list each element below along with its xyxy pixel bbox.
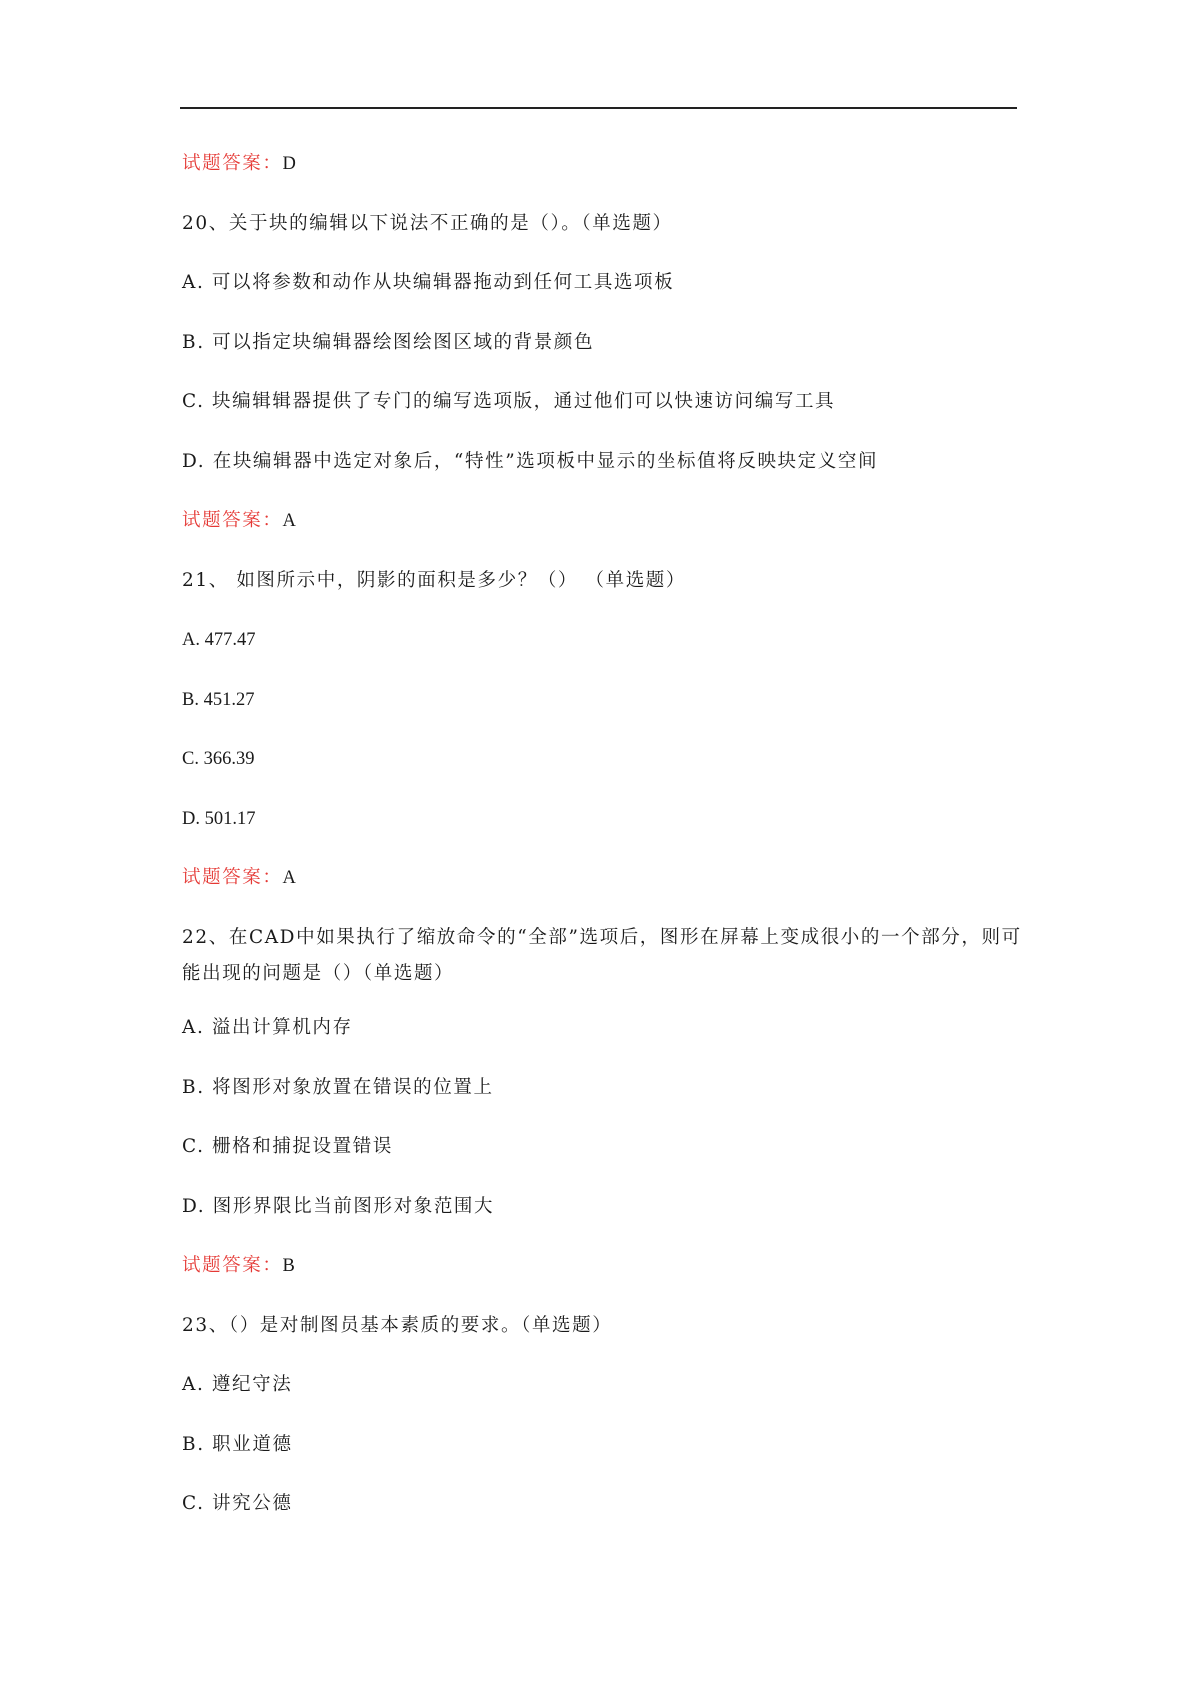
question-21: 21、 如图所示中，阴影的面积是多少？（） （单选题） — [182, 570, 687, 591]
q21-option-b: B. 451.27 — [182, 690, 255, 710]
q23-option-a: A. 遵纪守法 — [182, 1374, 293, 1395]
q20-option-c: C. 块编辑辑器提供了专门的编写选项版，通过他们可以快速访问编写工具 — [182, 391, 836, 412]
q21-option-a: A. 477.47 — [182, 630, 256, 650]
answer-value: B — [282, 1256, 295, 1276]
answer-value: A — [282, 511, 296, 531]
q23-option-b: B. 职业道德 — [182, 1434, 293, 1455]
question-23: 23、（）是对制图员基本素质的要求。（单选题） — [182, 1315, 613, 1336]
question-22: 22、在CAD中如果执行了缩放命令的“全部”选项后，图形在屏幕上变成很小的一个部分，则可能出现的问题是（）（单选题） — [182, 927, 1022, 984]
question-20: 20、关于块的编辑以下说法不正确的是（）。（单选题） — [182, 213, 673, 234]
answer-line-q19 — [182, 152, 296, 176]
answer-label: 试题答案： — [182, 1255, 283, 1276]
q22-option-d: D. 图形界限比当前图形对象范围大 — [182, 1196, 495, 1217]
q20-option-d: D. 在块编辑器中选定对象后，“特性”选项板中显示的坐标值将反映块定义空间 — [182, 451, 879, 472]
header-rule — [180, 107, 1017, 109]
q22-option-b: B. 将图形对象放置在错误的位置上 — [182, 1077, 494, 1098]
q22-option-c: C. 栅格和捕捉设置错误 — [182, 1136, 393, 1157]
q23-option-c: C. 讲究公德 — [182, 1493, 293, 1514]
q21-option-c: C. 366.39 — [182, 749, 255, 769]
answer-label: 试题答案： — [182, 510, 283, 531]
q20-option-a: A. 可以将参数和动作从块编辑器拖动到任何工具选项板 — [182, 272, 675, 293]
answer-line-q21 — [182, 866, 296, 890]
q20-option-b: B. 可以指定块编辑器绘图绘图区域的背景颜色 — [182, 332, 595, 353]
answer-line-q22 — [182, 1254, 295, 1278]
answer-label: 试题答案： — [182, 867, 283, 888]
answer-line-q20 — [182, 509, 296, 533]
answer-value: A — [282, 868, 296, 888]
answer-label: 试题答案： — [182, 153, 283, 174]
q22-option-a: A. 溢出计算机内存 — [182, 1017, 353, 1038]
answer-value: D — [282, 154, 296, 174]
q21-option-d: D. 501.17 — [182, 809, 256, 829]
